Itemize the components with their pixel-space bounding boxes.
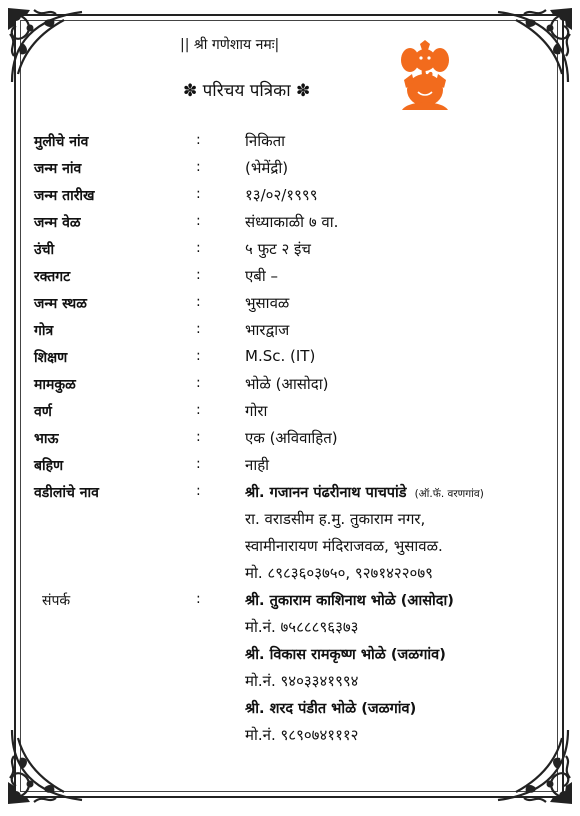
field-label: उंची [34,242,55,258]
detail-row [34,641,554,668]
detail-row [34,695,554,722]
field-value-text: १३/०२/१९९९ [245,186,318,204]
field-value [245,428,338,448]
field-colon: : [196,213,201,229]
field-value [245,185,318,205]
field-label: मामकुळ [34,377,76,393]
field-label: मुलीचे नांव [34,134,89,150]
detail-row [34,614,554,641]
field-label: जन्म वेळ [34,215,81,231]
field-value [245,482,484,502]
detail-row [34,668,554,695]
field-value-text: नाही [245,456,270,474]
field-value-text: भारद्वाज [245,321,290,339]
ganesh-icon [398,40,452,114]
field-value [245,293,289,313]
field-value-text: मो.नं. ९४०३३४१९९४ [245,672,359,690]
field-colon: : [196,186,201,202]
field-value [245,725,359,745]
detail-row [34,452,554,479]
field-value [245,320,289,340]
field-value [245,671,359,691]
field-colon: : [196,348,201,364]
field-colon: : [196,132,201,148]
field-value-text: मो.नं. ९८९०७४१११२ [245,726,359,744]
field-colon: : [196,483,201,499]
detail-row [34,479,554,506]
field-colon: : [196,240,201,256]
field-value-text: एक (अविवाहित) [245,429,338,447]
detail-row [34,371,554,398]
detail-row [34,344,554,371]
field-colon: : [196,429,201,445]
field-label: संपर्क [42,593,71,609]
detail-row [34,506,554,533]
field-value [245,590,454,610]
detail-row [34,398,554,425]
field-value [245,239,311,259]
detail-row [34,290,554,317]
field-value-text: M.Sc. (IT) [245,347,316,365]
detail-row [34,560,554,587]
field-value [245,347,315,365]
field-colon: : [196,159,201,175]
field-value-text: ५ फुट २ इंच [245,240,311,258]
detail-row [34,155,554,182]
field-label: जन्म नांव [34,161,82,177]
field-colon: : [196,402,201,418]
detail-row [34,533,554,560]
field-value [245,158,288,178]
detail-row [34,263,554,290]
detail-row [34,182,554,209]
field-value [245,644,446,664]
biodata-details [34,128,554,749]
field-label: रक्तगट [34,269,71,285]
field-value-text: मो. ८९८३६०३७५०, ९२७१४२२०७९ [245,564,433,582]
field-label: जन्म स्थळ [34,296,87,312]
field-value [245,131,285,151]
page-title: ✽ परिचय पत्रिका ✽ [183,81,311,101]
field-colon: : [196,321,201,337]
field-value-text: श्री. शरद पंडीत भोळे (जळगांव) [245,701,417,717]
detail-row [34,317,554,344]
detail-row [34,128,554,155]
field-label: शिक्षण [34,350,68,366]
invocation-heading: || श्री गणेशाय नमः| [180,37,280,53]
detail-row [34,236,554,263]
field-value [245,374,329,394]
field-note: (ऑ.फॅ. वरणगांव) [414,488,484,500]
detail-row [34,587,554,614]
field-label: भाऊ [34,431,59,447]
ornament-corner-icon [490,4,576,90]
field-value [245,536,443,556]
field-value-text: श्री. गजानन पंढरीनाथ पाचपांडे [245,485,407,501]
field-value-text: (भेमेंद्री) [245,159,289,177]
field-value [245,509,425,529]
field-value-text: स्वामीनारायण मंदिराजवळ, भुसावळ. [245,537,443,555]
field-label: वडीलांचे नाव [34,485,99,501]
field-value-text: भुसावळ [245,294,290,312]
field-value-text: भोळे (आसोदा) [245,375,329,393]
field-value-text: मो.नं. ७५८८८९६३७३ [245,618,359,636]
field-value [245,563,433,583]
field-value-text: रा. वराडसीम ह.मु. तुकाराम नगर, [245,510,426,528]
detail-row [34,425,554,452]
field-value [245,455,269,475]
field-label: गोत्र [34,323,54,339]
field-value [245,401,267,421]
detail-row [34,722,554,749]
field-value-text: निकिता [245,132,286,150]
field-colon: : [196,456,201,472]
field-value-text: संध्याकाळी ७ वा. [245,213,339,231]
ornament-corner-icon [4,4,90,90]
field-colon: : [196,267,201,283]
field-value-text: गोरा [245,402,268,420]
field-value-text: श्री. तुकाराम काशिनाथ भोळे (आसोदा) [245,593,454,609]
field-colon: : [196,294,201,310]
field-value [245,698,416,718]
field-value-text: श्री. विकास रामकृष्ण भोळे (जळगांव) [245,647,446,663]
field-value-text: एबी – [245,267,279,285]
field-value [245,266,278,286]
field-colon: : [196,375,201,391]
field-colon: : [196,591,201,607]
field-value [245,212,338,232]
field-label: जन्म तारीख [34,188,95,204]
field-value [245,617,359,637]
field-label: बहिण [34,458,64,474]
field-label: वर्ण [34,404,52,420]
detail-row [34,209,554,236]
